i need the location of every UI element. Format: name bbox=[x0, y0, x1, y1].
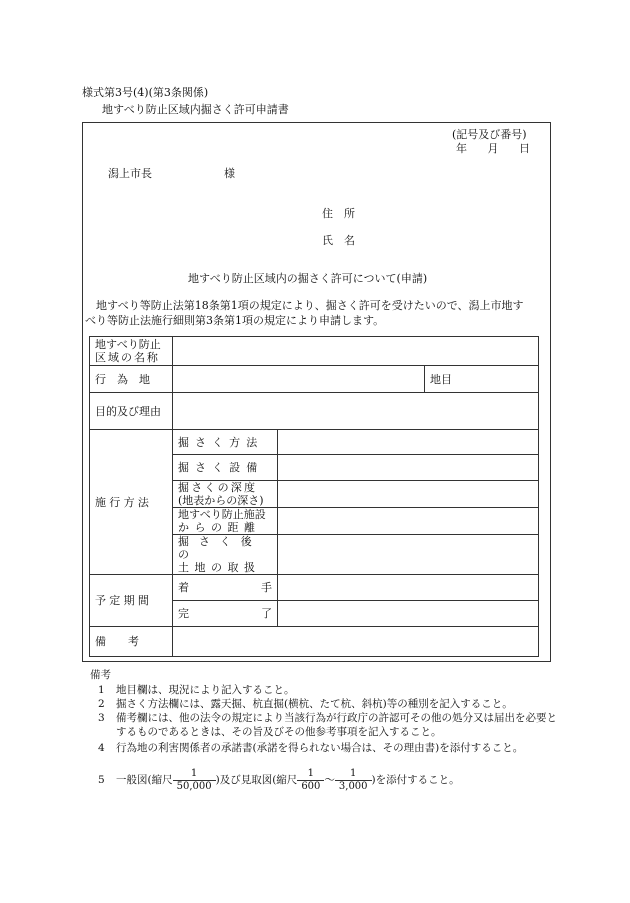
site-label: 行 為 地 bbox=[90, 366, 173, 393]
date-month: 月 bbox=[487, 142, 499, 155]
method-label: 施行方法 bbox=[90, 430, 173, 575]
start-field[interactable] bbox=[278, 575, 539, 601]
depth-field[interactable] bbox=[278, 481, 539, 508]
subject: 地すべり防止区域内の掘さく許可について(申請) bbox=[188, 272, 428, 285]
remarks-label: 備 考 bbox=[90, 627, 173, 657]
scale-fraction: $\frac{1}{600}$ bbox=[299, 768, 322, 793]
depth-label: 掘さくの深度 (地表からの深さ) bbox=[173, 481, 278, 508]
form-label: 様式第3号(4)(第3条関係) bbox=[82, 86, 209, 99]
area-name-label: 地すべり防止 区域の名称 bbox=[90, 337, 173, 366]
end-field[interactable] bbox=[278, 601, 539, 627]
date-line bbox=[456, 140, 530, 156]
note-item-5: 5 一般図(縮尺 $\frac{1}{50,000}$ )及び見取図(縮尺 $\frac{1}{600}$ 〜 $\frac{1}{3,000}$ )を添付すること。 bbox=[98, 767, 460, 792]
scale-fraction: $\frac{1}{50,000}$ bbox=[175, 768, 214, 793]
note-item: 4 行為地の利害関係者の承諾書(承諾を得られない場合は、その理由書)を添付すること。 bbox=[98, 742, 524, 754]
notes-title: 備考 bbox=[90, 669, 111, 681]
distance-field[interactable] bbox=[278, 508, 539, 535]
after-dig-label: 掘さく後の 土地の取扱 bbox=[173, 535, 278, 575]
body-line-1: 地すべり等防止法第18条第1項の規定により、掘さく許可を受けたいので、潟上市地す bbox=[96, 299, 524, 312]
document-title: 地すべり防止区域内掘さく許可申請書 bbox=[102, 103, 289, 116]
note-item: 1 地目欄は、現況により記入すること。 bbox=[98, 684, 295, 696]
honorific: 様 bbox=[224, 167, 235, 180]
remarks-field[interactable] bbox=[173, 627, 539, 657]
dig-method-label: 掘さく方法 bbox=[173, 430, 278, 455]
addressee: 潟上市長 bbox=[108, 167, 152, 180]
note-item: 2 掘さく方法欄には、露天掘、杭直掘(横杭、たて杭、斜杭)等の種別を記入すること。 bbox=[98, 698, 513, 710]
date-year: 年 bbox=[456, 142, 467, 155]
dig-equipment-field[interactable] bbox=[278, 455, 539, 481]
purpose-field[interactable] bbox=[173, 393, 539, 430]
notes-section bbox=[90, 668, 560, 795]
scale-fraction: $\frac{1}{3,000}$ bbox=[337, 768, 370, 793]
purpose-label: 目的及び理由 bbox=[90, 393, 173, 430]
start-label: 着 手 bbox=[173, 575, 278, 601]
period-label: 予定期間 bbox=[90, 575, 173, 627]
dig-method-field[interactable] bbox=[278, 430, 539, 455]
land-category-label[interactable]: 地目 bbox=[425, 366, 539, 393]
after-dig-field[interactable] bbox=[278, 535, 539, 575]
site-field[interactable] bbox=[173, 366, 425, 393]
end-label: 完 了 bbox=[173, 601, 278, 627]
date-day: 日 bbox=[519, 142, 530, 155]
reference-number-label: (記号及び番号) bbox=[452, 128, 527, 141]
application-table bbox=[89, 336, 539, 657]
note-item: 3 備考欄には、他の法令の規定により当該行為が行政庁の許認可その他の処分又は届出を必要とするものであるときは、その旨及びその他参考事項を記入すること。 bbox=[98, 712, 557, 738]
distance-label: 地すべり防止施設 からの距離 bbox=[173, 508, 278, 535]
body-line-2: べり等防止法施行細則第3条第1項の規定により申請します。 bbox=[85, 314, 385, 327]
dig-equipment-label: 掘さく設備 bbox=[173, 455, 278, 481]
address-label: 住 所 bbox=[322, 207, 355, 220]
area-name-field[interactable] bbox=[173, 337, 539, 366]
name-label: 氏 名 bbox=[322, 234, 355, 247]
